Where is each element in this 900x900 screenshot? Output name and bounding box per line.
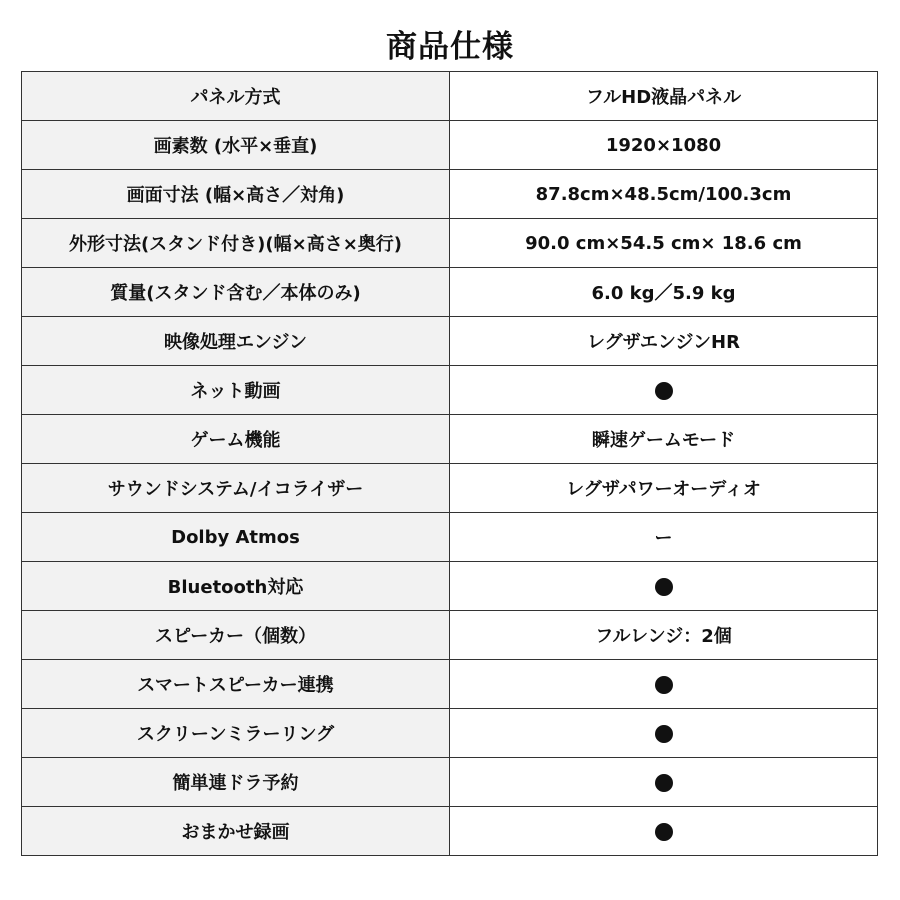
spec-label: パネル方式 — [22, 72, 450, 121]
spec-row — [22, 660, 878, 709]
spec-label: 画面寸法 (幅×高さ／対角) — [22, 170, 450, 219]
filled-circle-icon — [655, 725, 673, 743]
spec-row — [22, 170, 878, 219]
filled-circle-icon — [655, 823, 673, 841]
spec-value — [450, 807, 878, 856]
spec-value: レグザエンジンHR — [450, 317, 878, 366]
spec-row — [22, 611, 878, 660]
spec-row — [22, 121, 878, 170]
spec-value: 87.8cm×48.5cm/100.3cm — [450, 170, 878, 219]
filled-circle-icon — [655, 382, 673, 400]
spec-value: ー — [450, 513, 878, 562]
spec-value: レグザパワーオーディオ — [450, 464, 878, 513]
spec-row — [22, 513, 878, 562]
spec-label: 簡単連ドラ予約 — [22, 758, 450, 807]
spec-value — [450, 758, 878, 807]
spec-row — [22, 268, 878, 317]
spec-row — [22, 709, 878, 758]
spec-label: おまかせ録画 — [22, 807, 450, 856]
spec-row — [22, 317, 878, 366]
spec-value: 瞬速ゲームモード — [450, 415, 878, 464]
spec-label: ゲーム機能 — [22, 415, 450, 464]
spec-row — [22, 758, 878, 807]
spec-row — [22, 415, 878, 464]
spec-label: スクリーンミラーリング — [22, 709, 450, 758]
spec-table-body — [22, 72, 878, 856]
spec-label: 映像処理エンジン — [22, 317, 450, 366]
spec-row — [22, 72, 878, 121]
spec-value — [450, 562, 878, 611]
spec-value: 90.0 cm×54.5 cm× 18.6 cm — [450, 219, 878, 268]
spec-label: サウンドシステム/イコライザー — [22, 464, 450, 513]
spec-table — [21, 71, 878, 856]
spec-label: スピーカー（個数） — [22, 611, 450, 660]
page-title: 商品仕様 — [386, 29, 514, 65]
filled-circle-icon — [655, 578, 673, 596]
spec-value — [450, 660, 878, 709]
spec-value: フルレンジ：2個 — [450, 611, 878, 660]
spec-label: スマートスピーカー連携 — [22, 660, 450, 709]
spec-label: 質量(スタンド含む／本体のみ) — [22, 268, 450, 317]
spec-label: ネット動画 — [22, 366, 450, 415]
spec-row — [22, 219, 878, 268]
spec-value: フルHD液晶パネル — [450, 72, 878, 121]
spec-value — [450, 366, 878, 415]
spec-value: 6.0 kg／5.9 kg — [450, 268, 878, 317]
spec-row — [22, 464, 878, 513]
spec-row — [22, 807, 878, 856]
spec-label: Dolby Atmos — [22, 513, 450, 562]
spec-label: Bluetooth対応 — [22, 562, 450, 611]
spec-label: 外形寸法(スタンド付き)(幅×高さ×奥行) — [22, 219, 450, 268]
spec-row — [22, 562, 878, 611]
spec-value: 1920×1080 — [450, 121, 878, 170]
spec-label: 画素数 (水平×垂直) — [22, 121, 450, 170]
filled-circle-icon — [655, 774, 673, 792]
spec-row — [22, 366, 878, 415]
filled-circle-icon — [655, 676, 673, 694]
spec-value — [450, 709, 878, 758]
